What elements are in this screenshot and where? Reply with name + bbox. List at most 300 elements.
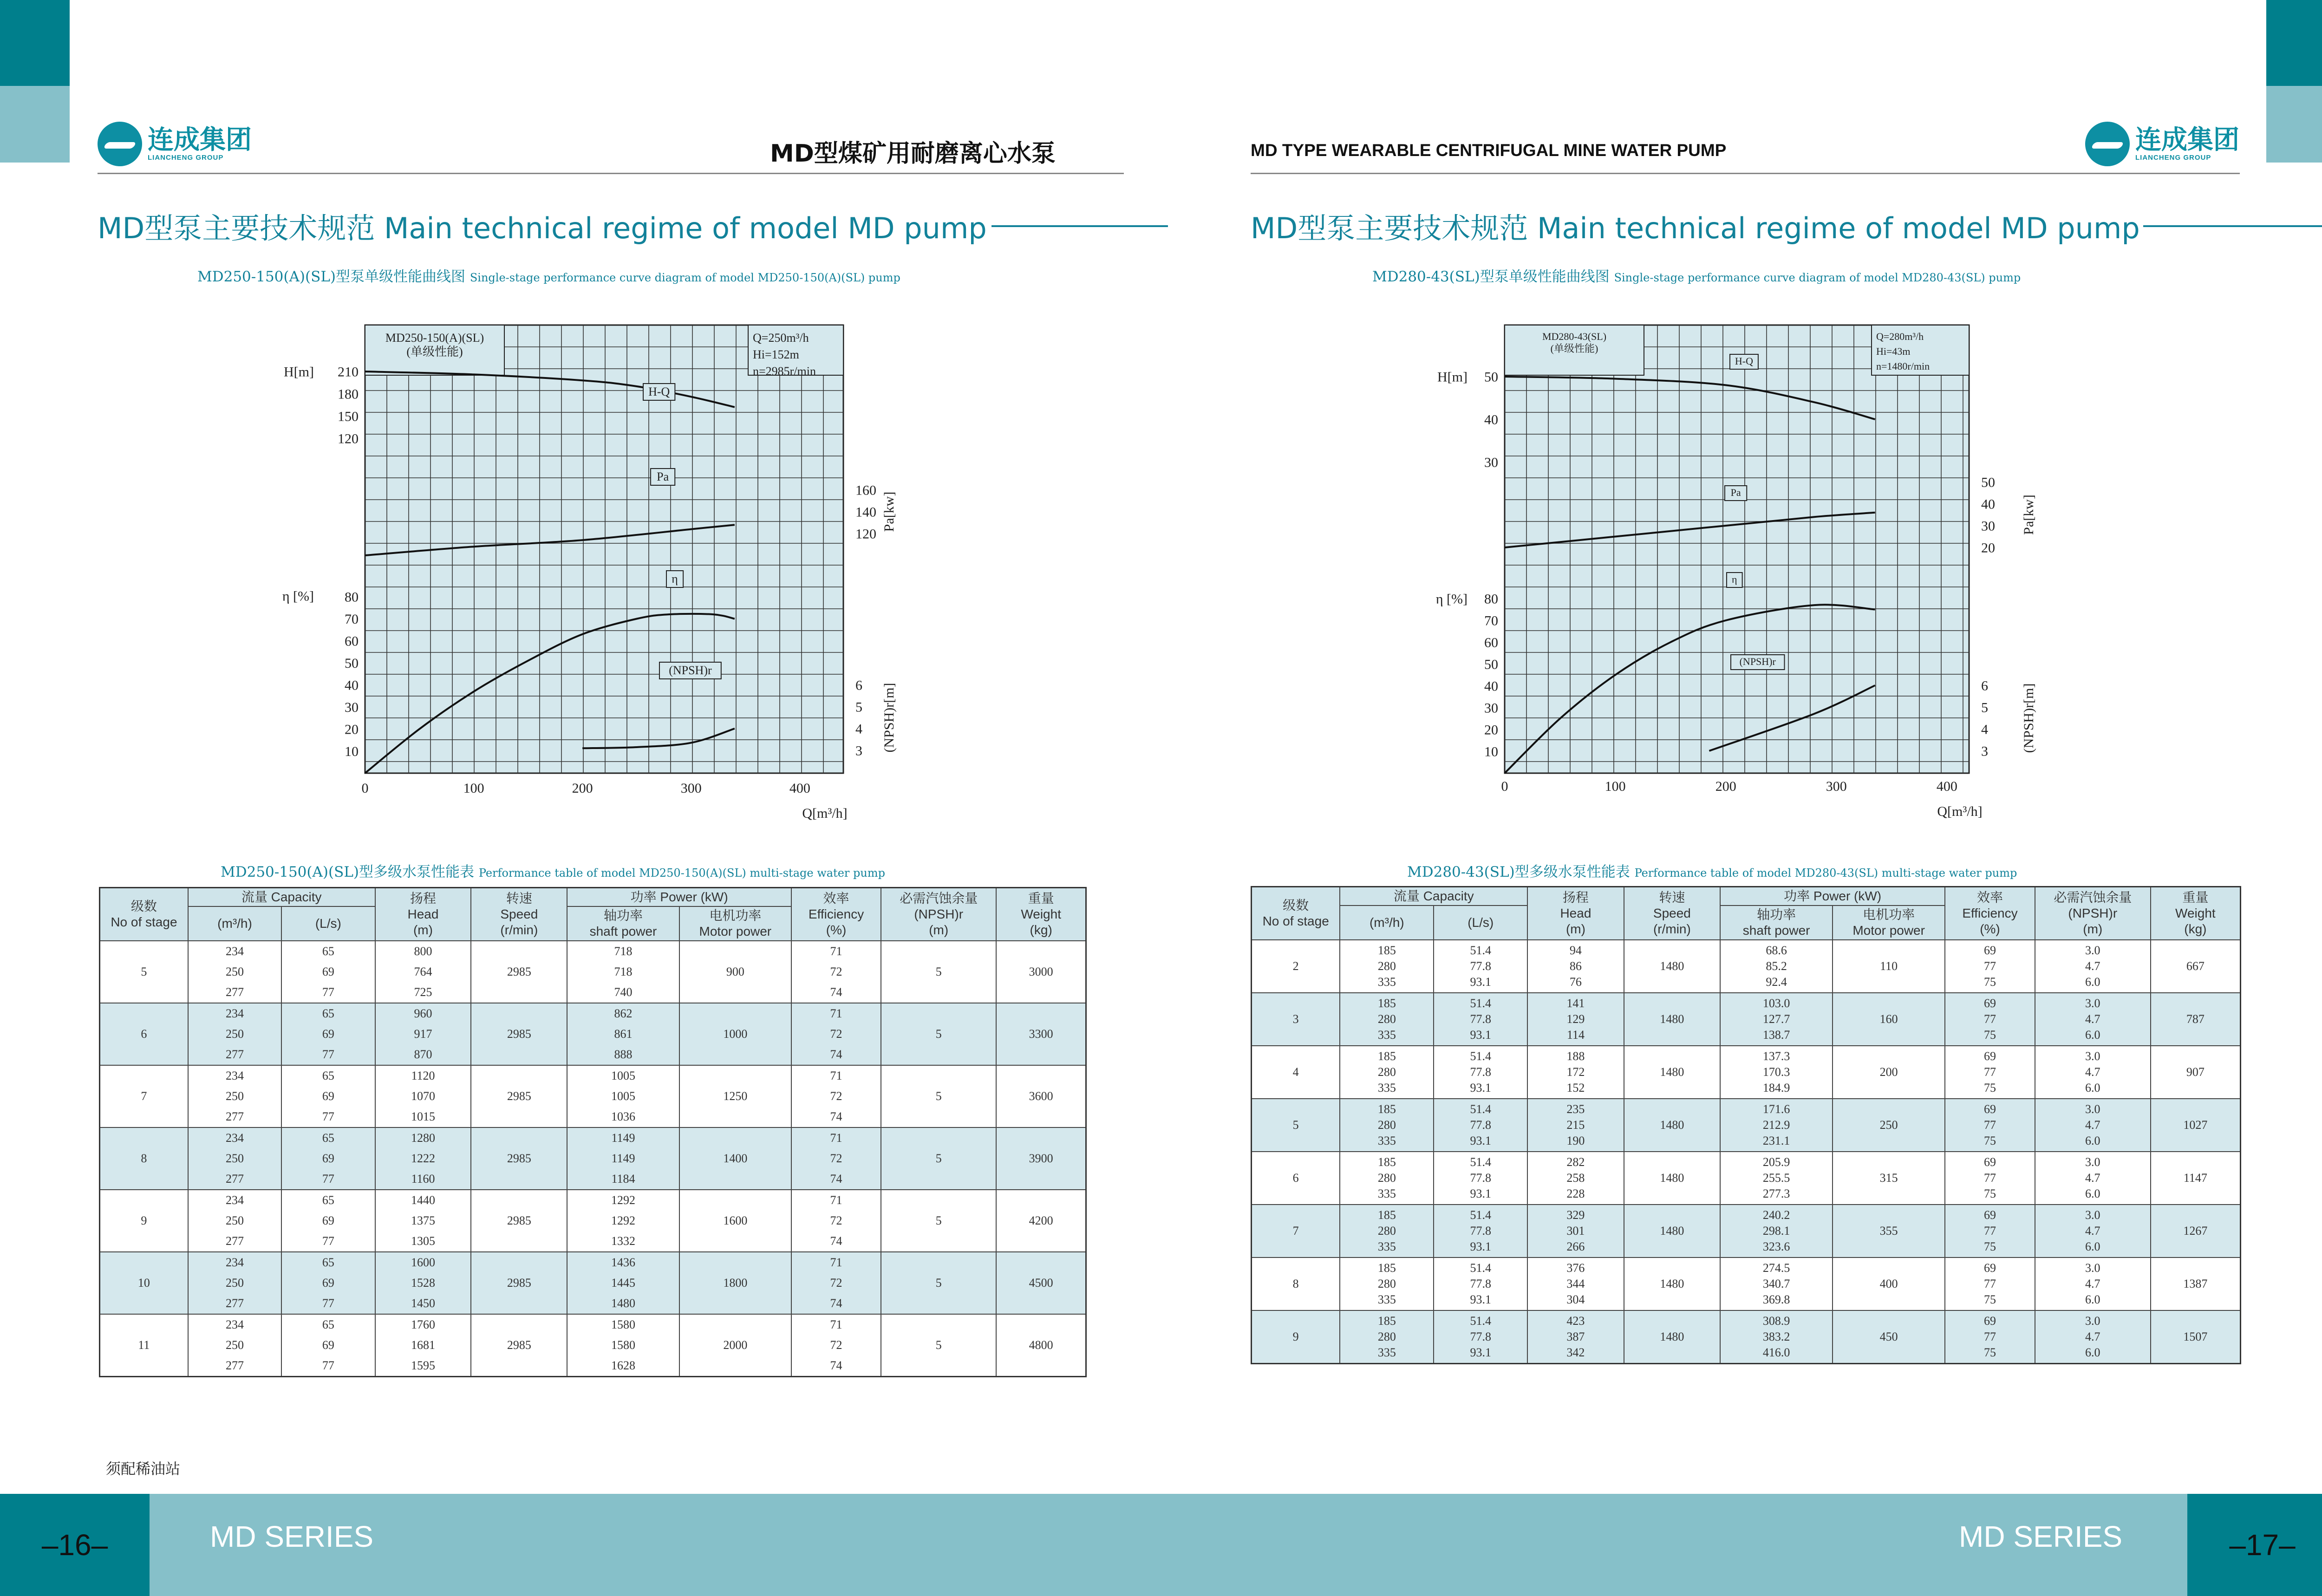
x-tick-label: 400 (789, 781, 810, 796)
curve-label: η (672, 572, 678, 586)
cell-npsh: 3.0 4.7 6.0 (2035, 1152, 2151, 1205)
th-shaft: 轴功率 shaft power (567, 906, 679, 941)
cell-capacity-m3h: 234 250 277 (188, 1252, 281, 1314)
cell-weight: 1267 (2151, 1205, 2241, 1257)
cell-speed: 1480 (1624, 1205, 1720, 1257)
cell-capacity-ls: 65 69 77 (281, 1127, 375, 1190)
caption-en: Performance table of model MD250-150(A)(SL) multi-stage water pump (478, 866, 885, 879)
npsh-axis-tick: 5 (1981, 700, 1988, 716)
npsh-axis-tick: 6 (1981, 678, 1988, 694)
head-axis-tick: 30 (1484, 455, 1498, 470)
power-axis-tick: 30 (1981, 518, 1995, 534)
caption-cn: MD250-150(A)(SL)型泵单级性能曲线图 (197, 268, 465, 285)
cell-weight: 4800 (996, 1314, 1086, 1377)
cell-head: 1440 1375 1305 (375, 1190, 471, 1252)
cell-motor-power: 200 (1833, 1046, 1945, 1099)
caption-cn: MD250-150(A)(SL)型多级水泵性能表 (221, 864, 474, 880)
cell-head: 800 764 725 (375, 941, 471, 1003)
cell-capacity-m3h: 234 250 277 (188, 1314, 281, 1377)
caption-en: Single-stage performance curve diagram of model MD280-43(SL) pump (1614, 271, 2021, 284)
cell-weight: 1387 (2151, 1257, 2241, 1310)
table-row (1252, 1046, 2241, 1099)
cell-head: 188 172 152 (1527, 1046, 1624, 1099)
efficiency-axis-label: η [%] (282, 588, 314, 604)
cell-motor-power: 2000 (679, 1314, 791, 1377)
x-tick-label: 0 (361, 781, 369, 796)
cell-capacity-ls: 51.4 77.8 93.1 (1434, 1205, 1527, 1257)
efficiency-axis-tick: 30 (345, 700, 359, 715)
corner-tl-light (0, 86, 70, 163)
efficiency-axis-tick: 70 (345, 612, 359, 627)
curve-label: Pa (657, 470, 669, 483)
chart-svg (274, 316, 957, 822)
chart-info-line: Hi=43m (1876, 345, 1911, 357)
table-caption-left (221, 860, 885, 881)
cell-efficiency: 71 72 74 (791, 1252, 881, 1314)
cell-capacity-ls: 51.4 77.8 93.1 (1434, 993, 1527, 1046)
cell-capacity-ls: 51.4 77.8 93.1 (1434, 1310, 1527, 1364)
cell-motor-power: 110 (1833, 940, 1945, 993)
brand-name: 连成集团 (2135, 124, 2239, 155)
table-row (100, 1003, 1086, 1065)
head-axis-tick: 120 (338, 431, 359, 447)
npsh-axis-tick: 5 (855, 699, 862, 715)
cell-speed: 1480 (1624, 1046, 1720, 1099)
cell-stage: 5 (1252, 1099, 1340, 1152)
performance-table-left (99, 887, 1087, 1377)
cell-shaft-power: 171.6 212.9 231.1 (1720, 1099, 1833, 1152)
power-axis-tick: 20 (1981, 540, 1995, 556)
cell-efficiency: 69 77 75 (1945, 1099, 2035, 1152)
cell-speed: 1480 (1624, 1152, 1720, 1205)
curve-label: H-Q (1735, 355, 1754, 367)
chart-caption-left (197, 265, 900, 286)
cell-shaft-power: 718 718 740 (567, 941, 679, 1003)
npsh-axis-label: (NPSH)r[m] (2021, 683, 2036, 753)
x-tick-label: 100 (1605, 779, 1626, 794)
cell-weight: 1027 (2151, 1099, 2241, 1152)
efficiency-axis-tick: 40 (1484, 678, 1498, 694)
series-label-right: MD SERIES (1959, 1520, 2123, 1553)
header-left-title: MD型煤矿用耐磨离心水泵 (770, 140, 1056, 168)
cell-motor-power: 400 (1833, 1257, 1945, 1310)
cell-stage: 8 (100, 1127, 188, 1190)
cell-shaft-power: 137.3 170.3 184.9 (1720, 1046, 1833, 1099)
cell-stage: 11 (100, 1314, 188, 1377)
chart-subtitle: (单级性能) (406, 345, 463, 358)
table-row (100, 1252, 1086, 1314)
cell-motor-power: 1600 (679, 1190, 791, 1252)
cell-npsh: 3.0 4.7 6.0 (2035, 1310, 2151, 1364)
chart-title: MD250-150(A)(SL) (385, 331, 484, 345)
chart-subtitle: (单级性能) (1550, 343, 1598, 354)
cell-capacity-m3h: 234 250 277 (188, 941, 281, 1003)
cell-stage: 7 (1252, 1205, 1340, 1257)
cell-efficiency: 71 72 74 (791, 1065, 881, 1127)
page-number-right: –17– (2229, 1528, 2296, 1562)
cell-efficiency: 69 77 75 (1945, 1205, 2035, 1257)
cell-npsh: 3.0 4.7 6.0 (2035, 993, 2151, 1046)
cell-stage: 4 (1252, 1046, 1340, 1099)
efficiency-axis-tick: 10 (345, 744, 359, 759)
cell-speed: 2985 (471, 1314, 567, 1377)
th-ls-unit: (L/s) (1434, 905, 1527, 940)
section-title-left: MD型泵主要技术规范 Main technical regime of model MD pump (98, 211, 987, 245)
cell-capacity-m3h: 185 280 335 (1340, 1257, 1434, 1310)
npsh-axis-tick: 4 (1981, 722, 1988, 737)
section-line-left (991, 225, 1168, 227)
cell-efficiency: 71 72 74 (791, 1127, 881, 1190)
cell-shaft-power: 240.2 298.1 323.6 (1720, 1205, 1833, 1257)
cell-motor-power: 900 (679, 941, 791, 1003)
chart-caption-right (1372, 265, 2021, 286)
cell-head: 960 917 870 (375, 1003, 471, 1065)
brand-name-en: LIANCHENG GROUP (148, 153, 224, 162)
cell-speed: 2985 (471, 1252, 567, 1314)
cell-capacity-m3h: 234 250 277 (188, 1065, 281, 1127)
cell-capacity-m3h: 185 280 335 (1340, 1099, 1434, 1152)
efficiency-axis-tick: 70 (1484, 613, 1498, 629)
curve-label: (NPSH)r (669, 664, 712, 677)
cell-speed: 1480 (1624, 993, 1720, 1046)
page-number-left: –16– (41, 1528, 108, 1562)
power-axis-label: Pa[kw] (2021, 495, 2036, 535)
power-axis-tick: 120 (855, 526, 876, 542)
table-row (100, 1065, 1086, 1127)
x-tick-label: 0 (1501, 779, 1508, 794)
logo-icon (98, 122, 142, 166)
chart-info-line: Q=250m³/h (753, 331, 809, 345)
logo-icon (2085, 122, 2130, 166)
th-stage: 级数 No of stage (100, 888, 188, 941)
cell-weight: 667 (2151, 940, 2241, 993)
table-row (1252, 1257, 2241, 1310)
cell-shaft-power: 274.5 340.7 369.8 (1720, 1257, 1833, 1310)
efficiency-axis-tick: 50 (1484, 657, 1498, 672)
caption-en: Single-stage performance curve diagram of model MD250-150(A)(SL) pump (470, 271, 900, 284)
footer-page-box-left (0, 1494, 150, 1596)
th-stage: 级数 No of stage (1252, 887, 1340, 940)
cell-efficiency: 69 77 75 (1945, 1257, 2035, 1310)
cell-speed: 2985 (471, 1190, 567, 1252)
cell-efficiency: 71 72 74 (791, 1314, 881, 1377)
cell-motor-power: 1800 (679, 1252, 791, 1314)
th-motor: 电机功率 Motor power (679, 906, 791, 941)
table-row (1252, 940, 2241, 993)
caption-cn: MD280-43(SL)型泵单级性能曲线图 (1372, 268, 1610, 285)
chart-info-line: n=2985r/min (753, 365, 816, 378)
cell-speed: 2985 (471, 1003, 567, 1065)
th-motor: 电机功率 Motor power (1833, 905, 1945, 940)
cell-stage: 6 (1252, 1152, 1340, 1205)
efficiency-axis-tick: 50 (345, 656, 359, 671)
cell-head: 423 387 342 (1527, 1310, 1624, 1364)
efficiency-axis-tick: 80 (345, 589, 359, 605)
cell-shaft-power: 205.9 255.5 277.3 (1720, 1152, 1833, 1205)
efficiency-axis-tick: 20 (1484, 722, 1498, 738)
th-head: 扬程 Head (m) (1527, 887, 1624, 940)
cell-npsh: 5 (881, 1252, 996, 1314)
th-npsh: 必需汽蚀余量 (NPSH)r (m) (881, 888, 996, 941)
th-weight: 重量 Weight (kg) (2151, 887, 2241, 940)
cell-capacity-ls: 65 69 77 (281, 1252, 375, 1314)
cell-motor-power: 1000 (679, 1003, 791, 1065)
curve-label: (NPSH)r (1739, 656, 1776, 667)
performance-table-right (1251, 886, 2241, 1364)
cell-head: 376 344 304 (1527, 1257, 1624, 1310)
cell-stage: 8 (1252, 1257, 1340, 1310)
th-npsh: 必需汽蚀余量 (NPSH)r (m) (2035, 887, 2151, 940)
th-weight: 重量 Weight (kg) (996, 888, 1086, 941)
cell-speed: 1480 (1624, 1310, 1720, 1364)
efficiency-axis-tick: 80 (1484, 591, 1498, 607)
cell-capacity-m3h: 185 280 335 (1340, 1046, 1434, 1099)
cell-capacity-m3h: 185 280 335 (1340, 1205, 1434, 1257)
chart-info-line: Q=280m³/h (1876, 331, 1924, 342)
cell-capacity-ls: 65 69 77 (281, 1190, 375, 1252)
corner-tl-dark (0, 0, 70, 86)
curve-label: H-Q (648, 385, 670, 398)
cell-speed: 1480 (1624, 940, 1720, 993)
chart-title: MD280-43(SL) (1542, 331, 1607, 342)
power-axis-tick: 50 (1981, 475, 1995, 490)
cell-head: 1600 1528 1450 (375, 1252, 471, 1314)
cell-capacity-ls: 65 69 77 (281, 941, 375, 1003)
th-power: 功率 Power (kW) (567, 888, 791, 907)
cell-stage: 7 (100, 1065, 188, 1127)
x-tick-label: 200 (1715, 779, 1736, 794)
cell-weight: 3600 (996, 1065, 1086, 1127)
th-efficiency: 效率 Efficiency (%) (1945, 887, 2035, 940)
cell-weight: 4200 (996, 1190, 1086, 1252)
efficiency-axis-tick: 60 (345, 633, 359, 649)
cell-head: 235 215 190 (1527, 1099, 1624, 1152)
power-axis-tick: 160 (855, 482, 876, 498)
series-label-left: MD SERIES (210, 1520, 374, 1553)
cell-efficiency: 71 72 74 (791, 1190, 881, 1252)
npsh-axis-tick: 3 (1981, 743, 1988, 759)
table-row (100, 1190, 1086, 1252)
efficiency-axis-tick: 60 (1484, 635, 1498, 651)
brand-logo-right (2085, 118, 2239, 169)
chart-info-line: n=1480r/min (1876, 360, 1930, 372)
table-row (1252, 1310, 2241, 1364)
efficiency-axis-tick: 30 (1484, 700, 1498, 716)
cell-npsh: 3.0 4.7 6.0 (2035, 1099, 2151, 1152)
cell-efficiency: 71 72 74 (791, 941, 881, 1003)
head-axis-label: H[m] (284, 364, 314, 380)
npsh-axis-tick: 4 (855, 721, 862, 737)
cell-speed: 1480 (1624, 1257, 1720, 1310)
cell-shaft-power: 1005 1005 1036 (567, 1065, 679, 1127)
section-title-right: MD型泵主要技术规范 Main technical regime of model MD pump (1251, 211, 2140, 245)
th-capacity: 流量 Capacity (1340, 887, 1527, 906)
th-power: 功率 Power (kW) (1720, 887, 1945, 906)
cell-head: 282 258 228 (1527, 1152, 1624, 1205)
cell-speed: 2985 (471, 1127, 567, 1190)
x-axis-label: Q[m³/h] (802, 806, 848, 821)
header-right-title: MD TYPE WEARABLE CENTRIFUGAL MINE WATER PUMP (1251, 141, 1727, 160)
cell-motor-power: 355 (1833, 1205, 1945, 1257)
th-q-unit: (m³/h) (188, 906, 281, 941)
cell-shaft-power: 862 861 888 (567, 1003, 679, 1065)
power-axis-tick: 140 (855, 504, 876, 520)
table-row (100, 941, 1086, 1003)
power-axis-label: Pa[kw] (881, 491, 897, 532)
cell-motor-power: 160 (1833, 993, 1945, 1046)
cell-npsh: 3.0 4.7 6.0 (2035, 1046, 2151, 1099)
cell-capacity-ls: 65 69 77 (281, 1065, 375, 1127)
cell-capacity-m3h: 185 280 335 (1340, 993, 1434, 1046)
cell-capacity-ls: 51.4 77.8 93.1 (1434, 940, 1527, 993)
cell-capacity-m3h: 234 250 277 (188, 1003, 281, 1065)
cell-capacity-ls: 65 69 77 (281, 1314, 375, 1377)
cell-shaft-power: 68.6 85.2 92.4 (1720, 940, 1833, 993)
cell-head: 1120 1070 1015 (375, 1065, 471, 1127)
cell-speed: 2985 (471, 941, 567, 1003)
th-shaft: 轴功率 shaft power (1720, 905, 1833, 940)
cell-efficiency: 69 77 75 (1945, 940, 2035, 993)
cell-head: 329 301 266 (1527, 1205, 1624, 1257)
section-line-right (2143, 225, 2322, 227)
cell-efficiency: 71 72 74 (791, 1003, 881, 1065)
cell-weight: 907 (2151, 1046, 2241, 1099)
cell-efficiency: 69 77 75 (1945, 1310, 2035, 1364)
cell-npsh: 3.0 4.7 6.0 (2035, 1257, 2151, 1310)
cell-npsh: 5 (881, 1127, 996, 1190)
cell-npsh: 5 (881, 941, 996, 1003)
th-speed: 转速 Speed (r/min) (471, 888, 567, 941)
performance-chart-left (274, 316, 957, 822)
cell-stage: 3 (1252, 993, 1340, 1046)
cell-capacity-ls: 65 69 77 (281, 1003, 375, 1065)
brand-logo-left (98, 118, 252, 169)
cell-shaft-power: 103.0 127.7 138.7 (1720, 993, 1833, 1046)
cell-stage: 2 (1252, 940, 1340, 993)
cell-stage: 5 (100, 941, 188, 1003)
table-caption-right (1407, 860, 2017, 881)
cell-shaft-power: 1436 1445 1480 (567, 1252, 679, 1314)
table-row (1252, 1099, 2241, 1152)
chart-info-line: Hi=152m (753, 348, 799, 361)
cell-motor-power: 1250 (679, 1065, 791, 1127)
x-tick-label: 300 (680, 781, 702, 796)
head-axis-tick: 180 (338, 386, 359, 402)
cell-speed: 2985 (471, 1065, 567, 1127)
th-q-unit: (m³/h) (1340, 905, 1434, 940)
corner-tr-light (2266, 86, 2322, 163)
header-rule-right (1251, 173, 2240, 174)
performance-chart-right (1421, 316, 2057, 822)
npsh-axis-tick: 3 (855, 743, 862, 759)
cell-weight: 1507 (2151, 1310, 2241, 1364)
cell-npsh: 5 (881, 1065, 996, 1127)
table-row (100, 1127, 1086, 1190)
table-row (100, 1314, 1086, 1377)
cell-weight: 3900 (996, 1127, 1086, 1190)
cell-npsh: 5 (881, 1314, 996, 1377)
cell-capacity-m3h: 234 250 277 (188, 1127, 281, 1190)
npsh-axis-tick: 6 (855, 677, 862, 693)
cell-efficiency: 69 77 75 (1945, 993, 2035, 1046)
cell-capacity-ls: 51.4 77.8 93.1 (1434, 1099, 1527, 1152)
brand-name: 连成集团 (148, 124, 252, 155)
cell-weight: 787 (2151, 993, 2241, 1046)
cell-head: 94 86 76 (1527, 940, 1624, 993)
th-capacity: 流量 Capacity (188, 888, 375, 907)
cell-efficiency: 69 77 75 (1945, 1152, 2035, 1205)
th-ls-unit: (L/s) (281, 906, 375, 941)
cell-weight: 3000 (996, 941, 1086, 1003)
cell-head: 1760 1681 1595 (375, 1314, 471, 1377)
cell-stage: 9 (100, 1190, 188, 1252)
cell-weight: 4500 (996, 1252, 1086, 1314)
th-speed: 转速 Speed (r/min) (1624, 887, 1720, 940)
caption-en: Performance table of model MD280-43(SL) multi-stage water pump (1634, 866, 2017, 879)
curve-label: η (1732, 573, 1737, 585)
cell-weight: 3300 (996, 1003, 1086, 1065)
efficiency-axis-tick: 10 (1484, 744, 1498, 760)
power-axis-tick: 40 (1981, 496, 1995, 512)
header-rule-left (98, 173, 1124, 174)
x-tick-label: 100 (463, 781, 484, 796)
cell-capacity-m3h: 185 280 335 (1340, 940, 1434, 993)
cell-stage: 10 (100, 1252, 188, 1314)
cell-shaft-power: 1580 1580 1628 (567, 1314, 679, 1377)
x-tick-label: 400 (1936, 779, 1957, 794)
cell-capacity-m3h: 185 280 335 (1340, 1310, 1434, 1364)
head-axis-tick: 210 (338, 364, 359, 380)
head-axis-tick: 150 (338, 409, 359, 424)
cell-head: 141 129 114 (1527, 993, 1624, 1046)
table-row (1252, 993, 2241, 1046)
table-note: 须配稀油站 (106, 1460, 181, 1478)
th-efficiency: 效率 Efficiency (%) (791, 888, 881, 941)
efficiency-axis-tick: 40 (345, 677, 359, 693)
cell-npsh: 3.0 4.7 6.0 (2035, 1205, 2151, 1257)
head-axis-label: H[m] (1437, 369, 1468, 385)
cell-npsh: 5 (881, 1190, 996, 1252)
caption-cn: MD280-43(SL)型多级水泵性能表 (1407, 864, 1630, 880)
efficiency-axis-tick: 20 (345, 722, 359, 737)
x-tick-label: 300 (1826, 779, 1847, 794)
cell-efficiency: 69 77 75 (1945, 1046, 2035, 1099)
cell-motor-power: 315 (1833, 1152, 1945, 1205)
footer-page-box-right (2187, 1494, 2322, 1596)
cell-stage: 6 (100, 1003, 188, 1065)
cell-motor-power: 250 (1833, 1099, 1945, 1152)
cell-capacity-m3h: 234 250 277 (188, 1190, 281, 1252)
cell-shaft-power: 1292 1292 1332 (567, 1190, 679, 1252)
cell-head: 1280 1222 1160 (375, 1127, 471, 1190)
corner-tr-dark (2266, 0, 2322, 86)
cell-shaft-power: 1149 1149 1184 (567, 1127, 679, 1190)
efficiency-axis-label: η [%] (1435, 591, 1468, 607)
cell-motor-power: 1400 (679, 1127, 791, 1190)
x-axis-label: Q[m³/h] (1937, 804, 1983, 819)
cell-motor-power: 450 (1833, 1310, 1945, 1364)
cell-capacity-m3h: 185 280 335 (1340, 1152, 1434, 1205)
table-row (1252, 1152, 2241, 1205)
cell-weight: 1147 (2151, 1152, 2241, 1205)
th-head: 扬程 Head (m) (375, 888, 471, 941)
cell-speed: 1480 (1624, 1099, 1720, 1152)
head-axis-tick: 50 (1484, 369, 1498, 385)
cell-npsh: 3.0 4.7 6.0 (2035, 940, 2151, 993)
cell-capacity-ls: 51.4 77.8 93.1 (1434, 1152, 1527, 1205)
curve-label: Pa (1730, 487, 1741, 498)
cell-capacity-ls: 51.4 77.8 93.1 (1434, 1046, 1527, 1099)
